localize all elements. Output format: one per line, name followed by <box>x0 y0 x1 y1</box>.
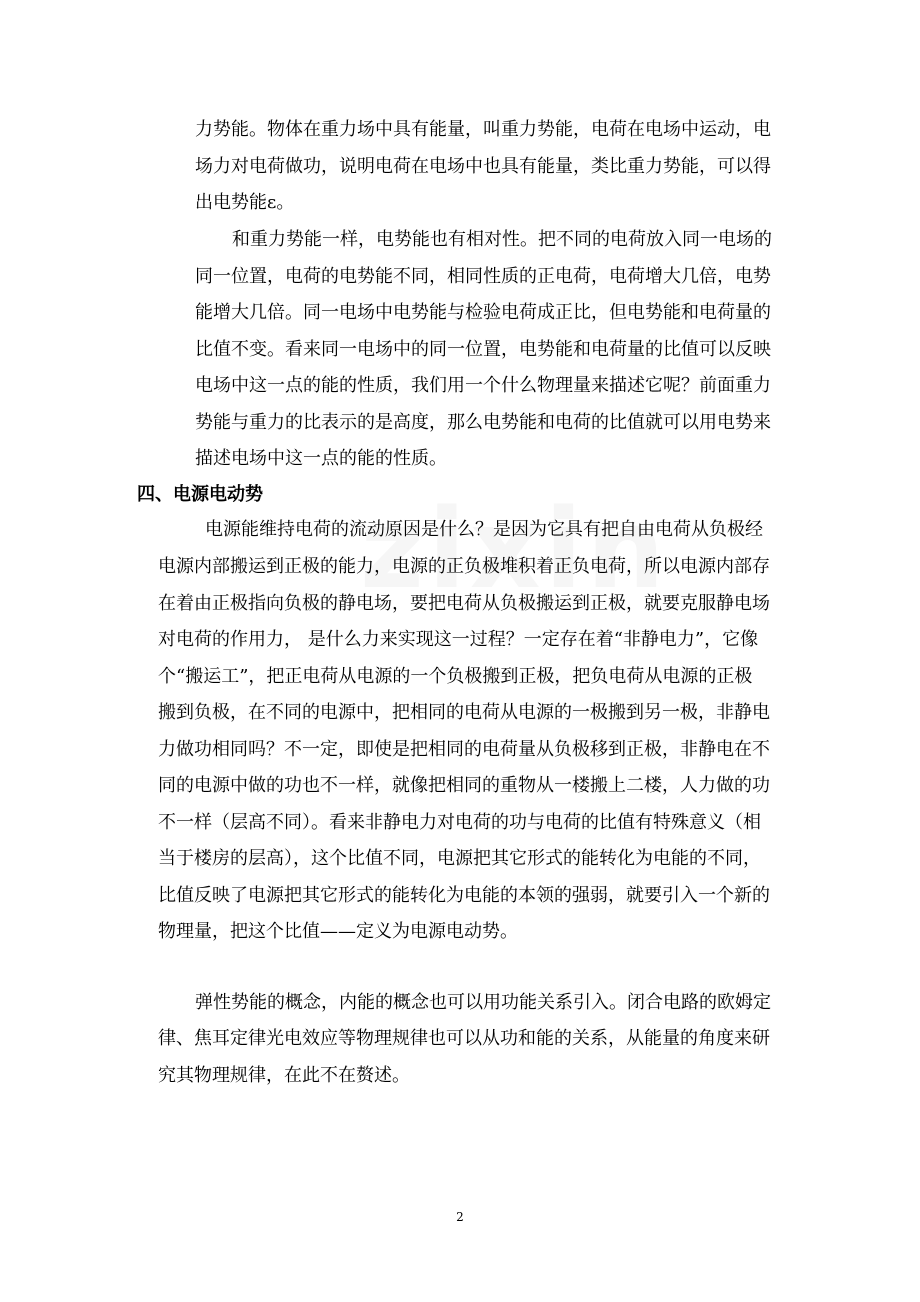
text-line: 同的电源中做的功也不一样，就像把相同的重物从一楼搬上二楼，人力做的功 <box>158 775 770 796</box>
text-line: 力势能。物体在重力场中具有能量，叫重力势能，电荷在电场中运动，电 <box>195 119 771 140</box>
text-line: 能增大几倍。同一电场中电势能与检验电荷成正比，但电势能和电荷量的 <box>195 302 771 323</box>
text-line: 场力对电荷做功，说明电荷在电场中也具有能量，类比重力势能，可以得 <box>195 156 771 177</box>
text-line: 对电荷的作用力， 是什么力来实现这一过程？一定存在着“非静电力”，它像 <box>158 629 759 650</box>
text-line: 比值不变。看来同一电场中的同一位置，电势能和电荷量的比值可以反映 <box>195 339 771 360</box>
text-line: 究其物理规律，在此不在赘述。 <box>158 1065 410 1086</box>
text-line: 和重力势能一样，电势能也有相对性。把不同的电荷放入同一电场的 <box>232 229 772 250</box>
text-line: 个“搬运工”，把正电荷从电源的一个负极搬到正极，把负电荷从电源的正极 <box>158 666 753 687</box>
text-line: 弹性势能的概念，内能的概念也可以用功能关系引入。闭合电路的欧姆定 <box>195 992 771 1013</box>
text-line: 电源内部搬运到正极的能力，电源的正负极堆积着正负电荷，所以电源内部存 <box>158 556 770 577</box>
text-line: 电源能维持电荷的流动原因是什么？是因为它具有把自由电荷从负极经 <box>205 519 763 540</box>
page-number: 2 <box>456 1210 464 1224</box>
text-line: 电场中这一点的能的性质，我们用一个什么物理量来描述它呢？前面重力 <box>195 375 771 396</box>
text-line: 比值反映了电源把其它形式的能转化为电能的本领的强弱，就要引入一个新的 <box>158 885 770 906</box>
text-line: 搬到负极，在不同的电源中，把相同的电荷从电源的一极搬到另一极，非静电 <box>158 702 770 723</box>
text-line: 势能与重力的比表示的是高度，那么电势能和电荷的比值就可以用电势来 <box>195 412 771 433</box>
text-line: 出电势能ε。 <box>195 192 295 213</box>
text-line: 不一样（层高不同）。看来非静电力对电荷的功与电荷的比值有特殊意义（相 <box>158 812 761 833</box>
text-line: 物理量，把这个比值——定义为电源电动势。 <box>158 921 518 942</box>
section-heading: 四、电源电动势 <box>137 484 263 505</box>
text-line: 描述电场中这一点的能的性质。 <box>195 448 447 469</box>
text-line: 力做功相同吗？不一定，即使是把相同的电荷量从负极移到正极，非静电在不 <box>158 739 770 760</box>
text-line: 在着由正极指向负极的静电场，要把电荷从负极搬运到正极，就要克服静电场 <box>158 593 770 614</box>
text-line: 当于楼房的层高），这个比值不同，电源把其它形式的能转化为电能的不同， <box>158 848 761 869</box>
text-line: 同一位置，电荷的电势能不同，相同性质的正电荷，电荷增大几倍，电势 <box>195 266 771 287</box>
text-line: 律、焦耳定律光电效应等物理规律也可以从功和能的关系，从能量的角度来研 <box>158 1028 770 1049</box>
